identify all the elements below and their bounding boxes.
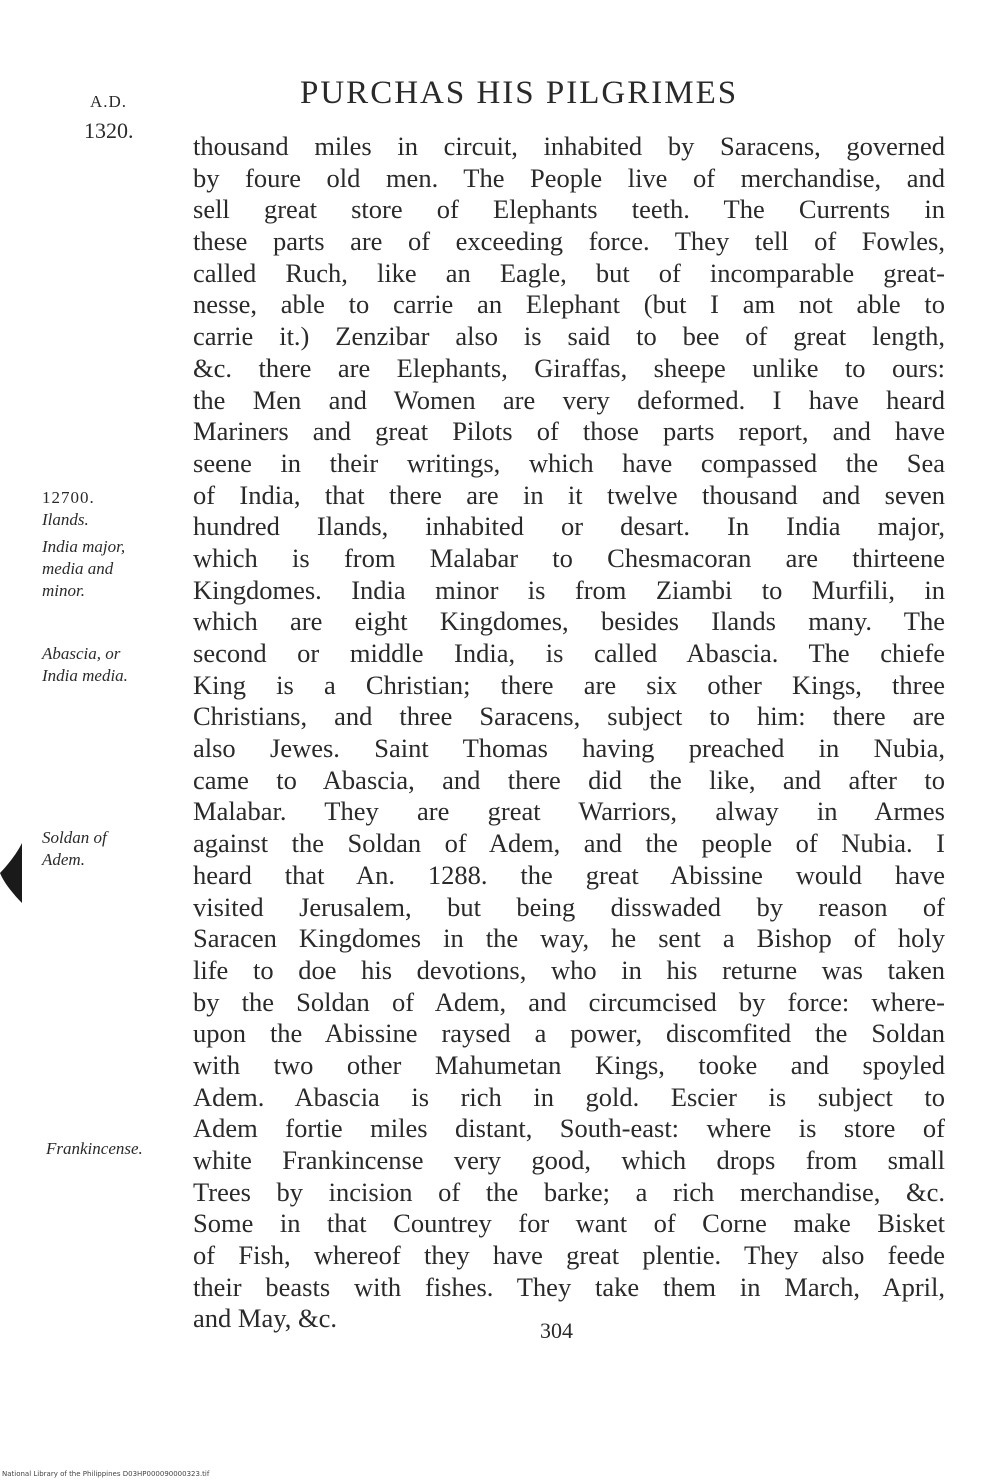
margin-note-text: India media. — [42, 666, 128, 685]
body-line: by the Soldan of Adem, and circumcised by force: where- — [193, 986, 945, 1017]
body-line: heard that An. 1288. the great Abissine would have — [193, 859, 945, 890]
body-line: upon the Abissine raysed a power, discomfited the Soldan — [193, 1018, 945, 1049]
body-line: second or middle India, is called Abascia. The chiefe — [193, 638, 945, 668]
body-line: thousand miles in circuit, inhabited by Saracens, governed — [193, 131, 945, 161]
ad-label: A.D. — [90, 92, 128, 111]
body-line: which is from Malabar to Chesmacoran are thirteene — [193, 542, 945, 573]
margin-note-text: Abascia, or — [42, 644, 121, 663]
body-line: Trees by incision of the barke; a rich merchandise, &c. — [193, 1176, 945, 1207]
body-line: visited Jerusalem, but being disswaded by reason of — [193, 891, 945, 922]
body-line: their beasts with fishes. They take them in March, April, — [193, 1271, 945, 1302]
scan-credit: National Library of the Philippines D03HP000090000323.tif — [2, 1470, 210, 1478]
margin-note-text: Soldan of — [42, 828, 107, 847]
body-line: Mariners and great Pilots of those parts report, and have — [193, 416, 945, 447]
body-line: sell great store of Elephants teeth. The Currents in — [193, 194, 945, 225]
body-line: life to doe his devotions, who in his returne was taken — [193, 954, 945, 985]
body-line: hundred Ilands, inhabited or desart. In India major, — [193, 511, 945, 542]
body-line: and May, &c. — [193, 1303, 337, 1334]
body-line: by foure old men. The People live of merchandise, and — [193, 162, 945, 193]
margin-note-frankincense — [46, 1138, 196, 1160]
margin-note-text: Ilands. — [42, 510, 89, 529]
margin-note-text: Adem. — [42, 850, 85, 869]
margin-note-text: Frankincense. — [46, 1139, 143, 1158]
margin-note-abascia — [42, 643, 192, 687]
running-title: PURCHAS HIS PILGRIMES — [300, 75, 739, 111]
body-line: Adem. Abascia is rich in gold. Escier is subject to — [193, 1081, 945, 1112]
body-line: Kingdomes. India minor is from Ziambi to Murfili, in — [193, 574, 945, 605]
body-line: of Fish, whereof they have great plentie. They also feede — [193, 1240, 945, 1271]
body-line: of India, that there are in it twelve thousand and seven — [193, 479, 945, 510]
body-line: against the Soldan of Adem, and the people of Nubia. I — [193, 828, 945, 859]
margin-note-text: media and — [42, 559, 114, 578]
body-line: carrie it.) Zenzibar also is said to bee of great length, — [193, 321, 945, 352]
body-line: Christians, and three Saracens, subject to him: there are — [193, 701, 945, 732]
body-line: also Jewes. Saint Thomas having preached in Nubia, — [193, 733, 945, 764]
body-line: King is a Christian; there are six other Kings, three — [193, 669, 945, 700]
margin-note-number: 12700. — [42, 488, 95, 507]
scan-artifact-mark — [0, 843, 22, 903]
body-text — [193, 131, 945, 1335]
body-line: nesse, able to carrie an Elephant (but I am not able to — [193, 289, 945, 320]
body-line: Saracen Kingdomes in the way, he sent a Bishop of holy — [193, 923, 945, 954]
body-line: &c. there are Elephants, Giraffas, sheepe unlike to ours: — [193, 352, 945, 383]
body-line: with two other Mahumetan Kings, tooke and spoyled — [193, 1049, 945, 1080]
page-number: 304 — [540, 1318, 573, 1343]
body-line: Malabar. They are great Warriors, alway in Armes — [193, 796, 945, 827]
body-line: Some in that Countrey for want of Corne make Bisket — [193, 1208, 945, 1239]
margin-note-text: India major, — [42, 537, 126, 556]
margin-note-soldan — [42, 827, 192, 871]
body-line: Adem fortie miles distant, South-east: where is store of — [193, 1113, 945, 1144]
margin-note-text: minor. — [42, 581, 85, 600]
body-line: white Frankincense very good, which drops from small — [193, 1145, 945, 1175]
body-line: called Ruch, like an Eagle, but of incomparable great- — [193, 257, 945, 288]
body-line: the Men and Women are very deformed. I have heard — [193, 384, 945, 415]
body-line: seene in their writings, which have compassed the Sea — [193, 447, 945, 478]
body-line: these parts are of exceeding force. They tell of Fowles, — [193, 226, 945, 257]
margin-note-india — [42, 536, 192, 602]
margin-note-ilands — [42, 487, 192, 531]
body-line: which are eight Kingdomes, besides Ilands many. The — [193, 606, 945, 637]
year-label: 1320. — [84, 118, 134, 143]
body-line: came to Abascia, and there did the like, and after to — [193, 764, 945, 795]
